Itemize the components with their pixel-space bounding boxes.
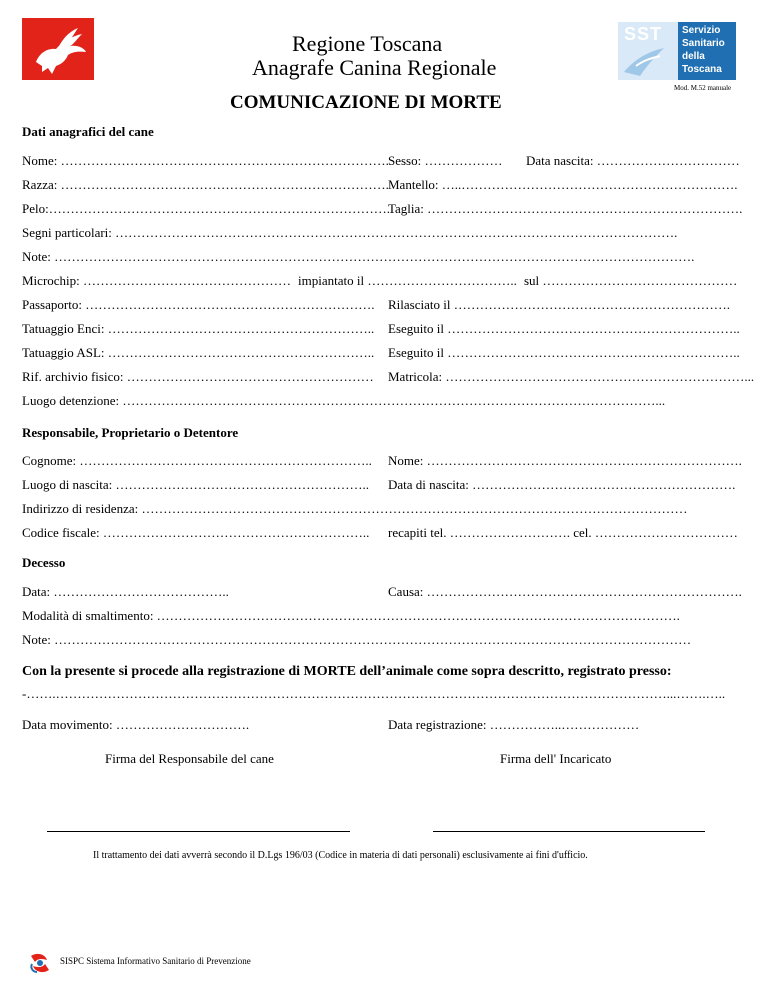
registry-title: Anagrafe Canina Regionale xyxy=(252,55,497,80)
field-passaporto: Passaporto: …………………………………………………………. xyxy=(22,297,375,312)
field-mantello: Mantello: …..………………………………………………………. xyxy=(388,177,738,192)
field-microchip: Microchip: ………………………………………… xyxy=(22,273,292,288)
field-data-nascita-proprietario: Data di nascita: ……………………………………………………. xyxy=(388,477,736,492)
field-data-nascita-cane: Data nascita: …………………………… xyxy=(526,153,740,168)
registration-statement: Con la presente si procede alla registrazione di MORTE dell’animale come sopra descritto, registrato presso: xyxy=(22,664,672,679)
privacy-note: Il trattamento dei dati avverrà secondo il D.Lgs 196/03 (Codice in materia di dati personali) esclusivamente ai fini d'ufficio. xyxy=(93,850,588,861)
sst-line1: Servizio xyxy=(682,25,721,36)
field-nome-cane: Nome: …………………………………………………………………. xyxy=(22,153,389,168)
field-luogo-nascita: Luogo di nascita: ………………………………………………….. xyxy=(22,477,370,492)
field-rif-archivio: Rif. archivio fisico: ………………………………………………… xyxy=(22,369,374,384)
field-rilasciato: Rilasciato il ………………………………………………………. xyxy=(388,297,730,312)
field-pelo: Pelo:……………………………………………………………………. xyxy=(22,201,390,216)
field-taglia: Taglia: ………………………………………………………………. xyxy=(388,201,743,216)
field-codice-fiscale: Codice fiscale: …………………………………………………….. xyxy=(22,525,370,540)
signature-owner-line xyxy=(47,831,350,832)
signature-officer-label: Firma dell' Incaricato xyxy=(500,751,612,766)
registration-presso-line: -…….……………………………………………………………………………………………………………………………...…….….. xyxy=(22,686,726,701)
sst-abbr: SST xyxy=(624,24,663,44)
field-sul: sul ……………………………………… xyxy=(524,273,738,288)
field-tatuaggio-enci: Tatuaggio Enci: …………………………………………………….. xyxy=(22,321,375,336)
sst-logo xyxy=(618,22,736,80)
field-data-registrazione: Data registrazione: ……………..……………… xyxy=(388,717,640,732)
section-death-title: Decesso xyxy=(22,555,66,570)
field-matricola: Matricola: ……………………………………………………………... xyxy=(388,369,755,384)
field-luogo-detenzione: Luogo detenzione: ……………………………………………………………………………………………………………... xyxy=(22,393,666,408)
tuscany-emblem-icon xyxy=(22,18,94,80)
field-recapiti: recapiti tel. ………………………. cel. …………………………… xyxy=(388,525,738,540)
footer-system-name: SISPC Sistema Informativo Sanitario di Prevenzione xyxy=(60,956,251,966)
field-data-decesso: Data: ………………………………….. xyxy=(22,584,229,599)
field-cognome: Cognome: ………………………………………………………….. xyxy=(22,453,372,468)
sst-line3: della xyxy=(682,51,705,62)
form-code: Mod. M.52 manuale xyxy=(674,84,732,92)
region-title: Regione Toscana xyxy=(292,31,443,56)
field-nome-proprietario: Nome: ………………………………………………………………. xyxy=(388,453,742,468)
field-eseguito-enci: Eseguito il ………………………………………………………….. xyxy=(388,321,740,336)
field-indirizzo: Indirizzo di residenza: ……………………………………………………………………………………………………………… xyxy=(22,501,688,516)
signature-owner-label: Firma del Responsabile del cane xyxy=(105,751,274,766)
field-eseguito-asl: Eseguito il ………………………………………………………….. xyxy=(388,345,740,360)
field-note-decesso: Note: ………………………………………………………………………………………………………………………………… xyxy=(22,632,692,647)
sispc-logo-icon xyxy=(27,950,53,976)
field-causa: Causa: ………………………………………………………………. xyxy=(388,584,742,599)
field-tatuaggio-asl: Tatuaggio ASL: …………………………………………………….. xyxy=(22,345,375,360)
section-dog-title: Dati anagrafici del cane xyxy=(22,124,154,139)
field-segni-particolari: Segni particolari: …………………………………………………………………………………………………………………. xyxy=(22,225,678,240)
field-sesso: Sesso: ……………… xyxy=(388,153,503,168)
sst-line2: Sanitario xyxy=(682,38,725,49)
sst-line4: Toscana xyxy=(682,64,722,75)
field-impiantato: impiantato il …………………………….. xyxy=(298,273,517,288)
signature-officer-line xyxy=(433,831,705,832)
section-owner-title: Responsabile, Proprietario o Detentore xyxy=(22,425,239,440)
field-smaltimento: Modalità di smaltimento: …………………………………………………………………………………………………………. xyxy=(22,608,680,623)
field-note-cane: Note: …………………………………………………………………………………………………………………………………. xyxy=(22,249,695,264)
form-title: COMUNICAZIONE DI MORTE xyxy=(230,92,502,113)
field-data-movimento: Data movimento: …………………………. xyxy=(22,717,250,732)
field-razza: Razza: …………………………………………………………………. xyxy=(22,177,389,192)
